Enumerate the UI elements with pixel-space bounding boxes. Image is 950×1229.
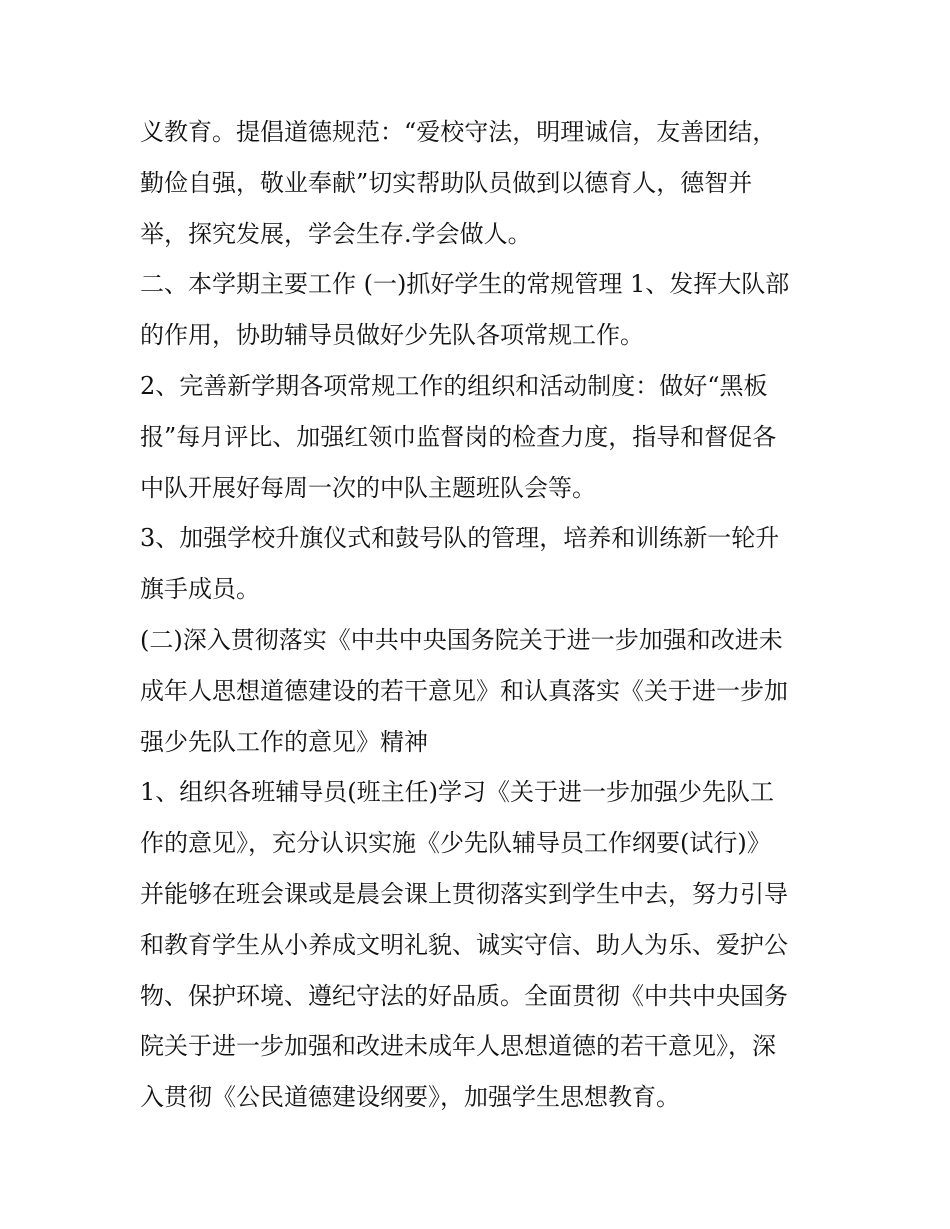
text-line: 义教育。提倡道德规范：“爱校守法，明理诚信，友善团结， [140,118,777,146]
text-line: 的作用，协助辅导员做好少先队各项常规工作。 [140,321,644,350]
text-line: 3、加强学校升旗仪式和鼓号队的管理，培养和训练新一轮升 [140,524,780,553]
text-line: 物、保护环境、遵纪守法的好品质。全面贯彻《中共中央国务 [140,981,788,1010]
text-line: 强少先队工作的意见》精神 [140,727,428,756]
text-line: 中队开展好每周一次的中队主题班队会等。 [140,473,596,502]
text-line: 作的意见》，充分认识实施《少先队辅导员工作纲要(试行)》 [140,829,771,858]
text-line: 勤俭自强，敬业奉献”切实帮助队员做到以德育人，德智并 [140,168,753,197]
text-line: 1、组织各班辅导员(班主任)学习《关于进一步加强少先队工 [140,778,774,807]
text-line: 和教育学生从小养成文明礼貌、诚实守信、助人为乐、爱护公 [140,930,788,959]
text-line: 报”每月评比、加强红领巾监督岗的检查力度，指导和督促各 [140,422,777,451]
text-line: 2、完善新学期各项常规工作的组织和活动制度：做好“黑板 [140,371,768,400]
text-line: 并能够在班会课或是晨会课上贯彻落实到学生中去，努力引导 [140,879,788,908]
body-text [140,107,820,1123]
text-line: 成年人思想道德建设的若干意见》和认真落实《关于进一步加 [140,676,788,705]
text-line: 旗手成员。 [140,575,260,604]
text-line: (二)深入贯彻落实《中共中央国务院关于进一步加强和改进未 [140,625,783,654]
text-line: 院关于进一步加强和改进未成年人思想道德的若干意见》，深 [140,1032,776,1061]
text-line: 举，探究发展，学会生存.学会做人。 [140,219,532,248]
text-line: 入贯彻《公民道德建设纲要》，加强学生思想教育。 [140,1083,680,1112]
text-line: 二、本学期主要工作 (一)抓好学生的常规管理 1、发挥大队部 [140,270,790,299]
